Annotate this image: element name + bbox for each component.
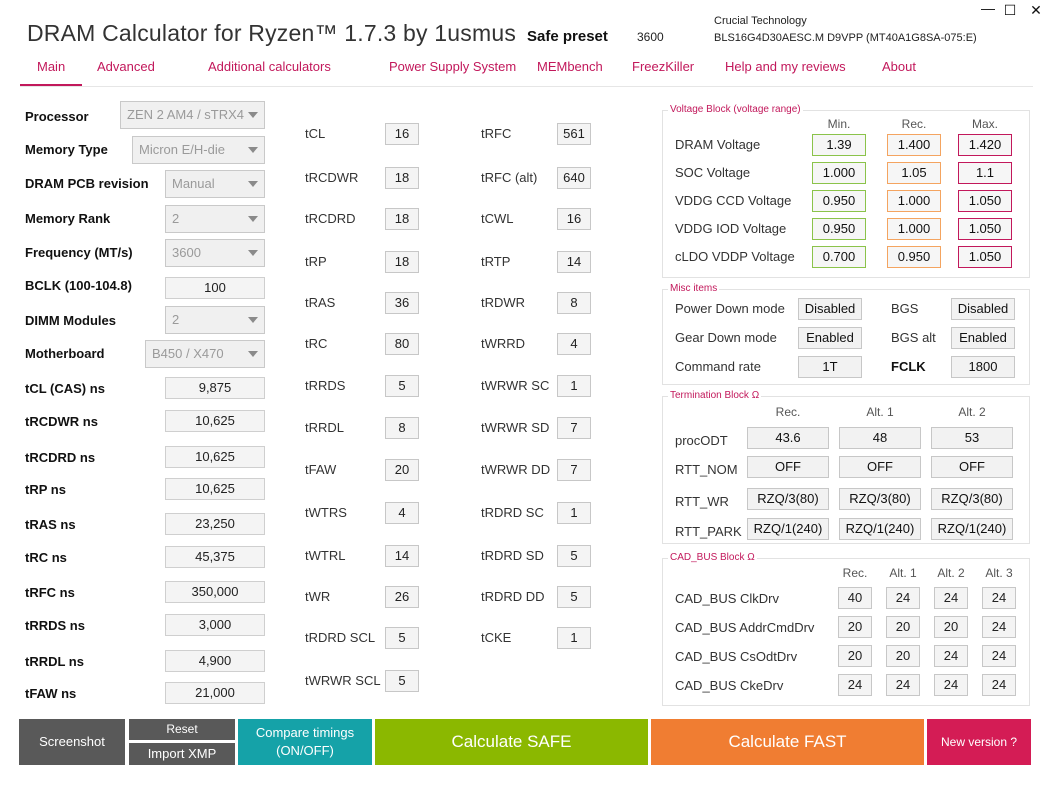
timing-input[interactable]: 5: [385, 627, 419, 649]
termination-label: procODT: [675, 433, 728, 448]
timing-input[interactable]: 5: [557, 545, 591, 567]
cadbus-label: CAD_BUS CsOdtDrv: [675, 649, 798, 664]
frequency-value: 3600: [172, 245, 201, 260]
voltage-min: 1.39: [812, 134, 866, 156]
bgs-value[interactable]: Disabled: [951, 298, 1015, 320]
timing-label: tRCDRD: [305, 211, 356, 226]
chevron-down-icon: [248, 216, 258, 222]
tab-about[interactable]: About: [882, 59, 916, 74]
voltage-max: 1.1: [958, 162, 1012, 184]
tab-separator: [20, 86, 1033, 87]
tab-help-and-reviews[interactable]: Help and my reviews: [725, 59, 846, 74]
timing-input[interactable]: 16: [385, 123, 419, 145]
timing-input[interactable]: 18: [385, 208, 419, 230]
ns-label: tRRDS ns: [25, 618, 85, 633]
processor-label: Processor: [25, 109, 89, 124]
ns-label: tRAS ns: [25, 517, 76, 532]
command-rate-label: Command rate: [675, 359, 761, 374]
timing-label: tRDRD DD: [481, 589, 545, 604]
memory-rank-value: 2: [172, 211, 180, 226]
screenshot-button[interactable]: Screenshot: [19, 719, 125, 765]
cadbus-header-alt1: Alt. 1: [889, 566, 917, 580]
cadbus-alt1[interactable]: 24: [886, 587, 920, 609]
ns-value: 45,375: [165, 546, 265, 568]
ns-value: 10,625: [165, 478, 265, 500]
voltage-min: 0.950: [812, 218, 866, 240]
voltage-label: SOC Voltage: [675, 165, 751, 180]
timing-input[interactable]: 14: [557, 251, 591, 273]
voltage-rec: 1.400: [887, 134, 941, 156]
pcb-revision-select[interactable]: [165, 170, 265, 198]
voltage-max: 1.050: [958, 218, 1012, 240]
voltage-min: 1.000: [812, 162, 866, 184]
termination-alt1[interactable]: 48: [839, 427, 921, 449]
cadbus-alt2[interactable]: 24: [934, 587, 968, 609]
ns-label: tRRDL ns: [25, 654, 84, 669]
voltage-header-max: Max.: [971, 117, 998, 131]
fclk-value[interactable]: 1800: [951, 356, 1015, 378]
timing-label: tCL: [305, 126, 326, 141]
motherboard-select[interactable]: [145, 340, 265, 368]
timing-input[interactable]: 5: [385, 670, 419, 692]
timing-input[interactable]: 18: [385, 251, 419, 273]
termination-alt1[interactable]: RZQ/1(240): [839, 518, 921, 540]
chevron-down-icon: [248, 147, 258, 153]
ns-value: 23,250: [165, 513, 265, 535]
timing-label: tRDRD SD: [481, 548, 544, 563]
ns-label: tRP ns: [25, 482, 66, 497]
timing-input[interactable]: 1: [557, 375, 591, 397]
termination-rec[interactable]: 43.6: [747, 427, 829, 449]
termination-alt1[interactable]: OFF: [839, 456, 921, 478]
cadbus-alt2[interactable]: 24: [934, 674, 968, 696]
termination-alt1[interactable]: RZQ/3(80): [839, 488, 921, 510]
compare-timings-label: Compare timings: [255, 725, 355, 740]
voltage-min: 0.950: [812, 190, 866, 212]
close-button[interactable]: ✕: [1030, 2, 1042, 18]
termination-rec[interactable]: RZQ/3(80): [747, 488, 829, 510]
timing-label: tWTRS: [305, 505, 347, 520]
cadbus-alt3[interactable]: 24: [982, 616, 1016, 638]
ns-label: tRCDWR ns: [25, 414, 98, 429]
ns-value: 350,000: [165, 581, 265, 603]
termination-alt2[interactable]: 53: [931, 427, 1013, 449]
voltage-label: VDDG IOD Voltage: [675, 221, 787, 236]
power-down-mode-label: Power Down mode: [675, 301, 785, 316]
ns-value: 10,625: [165, 446, 265, 468]
voltage-label: cLDO VDDP Voltage: [675, 249, 795, 264]
voltage-label: VDDG CCD Voltage: [675, 193, 792, 208]
timing-label: tWRWR SCL: [305, 673, 381, 688]
pcb-revision-label: DRAM PCB revision: [25, 176, 149, 191]
misc-block-title: Misc items: [670, 283, 718, 294]
timing-input[interactable]: 26: [385, 586, 419, 608]
ns-value: 3,000: [165, 614, 265, 636]
timing-label: tRFC (alt): [481, 170, 538, 185]
cadbus-label: CAD_BUS AddrCmdDrv: [675, 620, 815, 635]
chevron-down-icon: [248, 112, 258, 118]
timing-input[interactable]: 20: [385, 459, 419, 481]
compare-timings-sublabel: (ON/OFF): [276, 743, 334, 758]
timing-input[interactable]: 36: [385, 292, 419, 314]
bclk-input[interactable]: 100: [165, 277, 265, 299]
ram-part: BLS16G4D30AESC.M D9VPP (MT40A1G8SA-075:E): [714, 32, 977, 44]
voltage-rec: 1.05: [887, 162, 941, 184]
memory-rank-label: Memory Rank: [25, 211, 111, 226]
timing-input[interactable]: 4: [557, 333, 591, 355]
chevron-down-icon: [248, 317, 258, 323]
timing-label: tWRWR DD: [481, 462, 551, 477]
timing-label: tRFC: [481, 126, 512, 141]
tab-main[interactable]: Main: [37, 59, 66, 74]
termination-alt2[interactable]: RZQ/3(80): [931, 488, 1013, 510]
voltage-max: 1.050: [958, 246, 1012, 268]
dimm-modules-select[interactable]: [165, 306, 265, 334]
cadbus-label: CAD_BUS CkeDrv: [675, 678, 784, 693]
frequency-select[interactable]: [165, 239, 265, 267]
gear-down-mode-label: Gear Down mode: [675, 330, 777, 345]
tab-freezkiller[interactable]: FreezKiller: [632, 59, 695, 74]
bgs-alt-label: BGS alt: [891, 330, 936, 345]
chevron-down-icon: [248, 181, 258, 187]
timing-input[interactable]: 7: [557, 459, 591, 481]
voltage-min: 0.700: [812, 246, 866, 268]
termination-rec[interactable]: RZQ/1(240): [747, 518, 829, 540]
memory-rank-select[interactable]: [165, 205, 265, 233]
tab-membench[interactable]: MEMbench: [537, 59, 603, 74]
termination-label: RTT_NOM: [675, 462, 738, 477]
app-title: DRAM Calculator for Ryzen™ 1.7.3 by 1usmus: [27, 20, 517, 46]
cadbus-alt1[interactable]: 24: [886, 674, 920, 696]
timing-input[interactable]: 8: [385, 417, 419, 439]
cadbus-rec[interactable]: 20: [838, 616, 872, 638]
timing-label: tRDWR: [481, 295, 526, 310]
timing-label: tRCDWR: [305, 170, 359, 185]
timing-input[interactable]: 1: [557, 502, 591, 524]
timing-label: tWTRL: [305, 548, 346, 563]
pcb-revision-value: Manual: [172, 176, 215, 191]
timing-label: tWRWR SC: [481, 378, 550, 393]
ns-label: tCL (CAS) ns: [25, 381, 105, 396]
tab-additional-calculators[interactable]: Additional calculators: [208, 59, 331, 74]
fclk-label: FCLK: [891, 359, 926, 374]
voltage-block-title: Voltage Block (voltage range): [670, 104, 801, 115]
tab-power-supply-system[interactable]: Power Supply System: [389, 59, 517, 74]
dimm-modules-label: DIMM Modules: [25, 313, 116, 328]
new-version-button[interactable]: New version ?: [927, 719, 1031, 765]
chevron-down-icon: [248, 250, 258, 256]
voltage-max: 1.420: [958, 134, 1012, 156]
import-xmp-button[interactable]: Import XMP: [129, 743, 235, 765]
timing-input[interactable]: 5: [557, 586, 591, 608]
timing-input[interactable]: 16: [557, 208, 591, 230]
memory-type-label: Memory Type: [25, 142, 108, 157]
timing-label: tFAW: [305, 462, 337, 477]
frequency-label: Frequency (MT/s): [25, 245, 133, 260]
timing-label: tRAS: [305, 295, 336, 310]
termination-alt2[interactable]: RZQ/1(240): [931, 518, 1013, 540]
termination-alt2[interactable]: OFF: [931, 456, 1013, 478]
termination-label: RTT_PARK: [675, 524, 742, 539]
cadbus-alt2[interactable]: 20: [934, 616, 968, 638]
voltage-rec: 1.000: [887, 190, 941, 212]
cadbus-alt1[interactable]: 20: [886, 616, 920, 638]
timing-label: tWRRD: [481, 336, 526, 351]
timing-label: tWR: [305, 589, 331, 604]
termination-header-rec: Rec.: [775, 405, 801, 419]
voltage-header-min: Min.: [827, 117, 851, 131]
cadbus-alt3[interactable]: 24: [982, 587, 1016, 609]
ns-value: 21,000: [165, 682, 265, 704]
processor-value: ZEN 2 AM4 / sTRX4: [127, 107, 245, 122]
timing-label: tWRWR SD: [481, 420, 550, 435]
cadbus-block-title: CAD_BUS Block Ω: [670, 552, 755, 563]
termination-header-alt2: Alt. 2: [958, 405, 986, 419]
ns-label: tFAW ns: [25, 686, 77, 701]
cadbus-alt3[interactable]: 24: [982, 674, 1016, 696]
termination-header-alt1: Alt. 1: [866, 405, 894, 419]
cadbus-alt2[interactable]: 24: [934, 645, 968, 667]
memory-type-value: Micron E/H-die: [139, 142, 225, 157]
cadbus-header-alt3: Alt. 3: [985, 566, 1013, 580]
memory-type-select[interactable]: [132, 136, 265, 164]
timing-input[interactable]: 4: [385, 502, 419, 524]
voltage-header-rec: Rec.: [901, 117, 927, 131]
ns-value: 10,625: [165, 410, 265, 432]
timing-label: tRRDS: [305, 378, 346, 393]
timing-label: tRRDL: [305, 420, 345, 435]
ram-info: [714, 13, 977, 47]
bclk-label: BCLK (100-104.8): [25, 278, 132, 293]
safe-preset-label: Safe preset: [527, 28, 608, 45]
timing-label: tCWL: [481, 211, 514, 226]
cadbus-alt3[interactable]: 24: [982, 645, 1016, 667]
timing-label: tRTP: [481, 254, 511, 269]
cadbus-rec[interactable]: 40: [838, 587, 872, 609]
timing-input[interactable]: 1: [557, 627, 591, 649]
motherboard-label: Motherboard: [25, 346, 105, 361]
voltage-label: DRAM Voltage: [675, 137, 761, 152]
ns-value: 4,900: [165, 650, 265, 672]
timing-label: tRP: [305, 254, 327, 269]
reset-button[interactable]: Reset: [129, 719, 235, 740]
timing-input[interactable]: 18: [385, 167, 419, 189]
termination-label: RTT_WR: [675, 494, 729, 509]
timing-label: tRDRD SC: [481, 505, 544, 520]
calculate-fast-button[interactable]: Calculate FAST: [651, 719, 924, 765]
cadbus-rec[interactable]: 20: [838, 645, 872, 667]
processor-select[interactable]: [120, 101, 265, 129]
compare-timings-button[interactable]: [238, 719, 372, 765]
cadbus-header-alt2: Alt. 2: [937, 566, 965, 580]
timing-input[interactable]: 7: [557, 417, 591, 439]
ns-label: tRFC ns: [25, 585, 75, 600]
command-rate-value[interactable]: 1T: [798, 356, 862, 378]
timing-input[interactable]: 640: [557, 167, 591, 189]
voltage-max: 1.050: [958, 190, 1012, 212]
voltage-rec: 1.000: [887, 218, 941, 240]
motherboard-value: B450 / X470: [152, 346, 224, 361]
chevron-down-icon: [248, 351, 258, 357]
timing-label: tRDRD SCL: [305, 630, 376, 645]
termination-block-title: Termination Block Ω: [670, 390, 760, 401]
maximize-button[interactable]: ☐: [1003, 2, 1017, 18]
ram-vendor: Crucial Technology: [714, 15, 807, 27]
bgs-alt-value[interactable]: Enabled: [951, 327, 1015, 349]
ns-value: 9,875: [165, 377, 265, 399]
timing-input[interactable]: 8: [557, 292, 591, 314]
voltage-rec: 0.950: [887, 246, 941, 268]
ns-label: tRCDRD ns: [25, 450, 96, 465]
minimize-button[interactable]: —: [981, 0, 995, 16]
cadbus-header-rec: Rec.: [842, 566, 868, 580]
cadbus-label: CAD_BUS ClkDrv: [675, 591, 780, 606]
cadbus-alt1[interactable]: 20: [886, 645, 920, 667]
gear-down-mode-value[interactable]: Enabled: [798, 327, 862, 349]
dimm-modules-value: 2: [172, 312, 180, 327]
tab-advanced[interactable]: Advanced: [97, 59, 155, 74]
bgs-label: BGS: [891, 301, 919, 316]
termination-rec[interactable]: OFF: [747, 456, 829, 478]
timing-label: tCKE: [481, 630, 512, 645]
timing-input[interactable]: 5: [385, 375, 419, 397]
safe-preset-value: 3600: [637, 30, 664, 44]
calculate-safe-button[interactable]: Calculate SAFE: [375, 719, 648, 765]
ns-label: tRC ns: [25, 550, 67, 565]
power-down-mode-value[interactable]: Disabled: [798, 298, 862, 320]
timing-label: tRC: [305, 336, 328, 351]
timing-input[interactable]: 80: [385, 333, 419, 355]
timing-input[interactable]: 561: [557, 123, 591, 145]
cadbus-rec[interactable]: 24: [838, 674, 872, 696]
timing-input[interactable]: 14: [385, 545, 419, 567]
